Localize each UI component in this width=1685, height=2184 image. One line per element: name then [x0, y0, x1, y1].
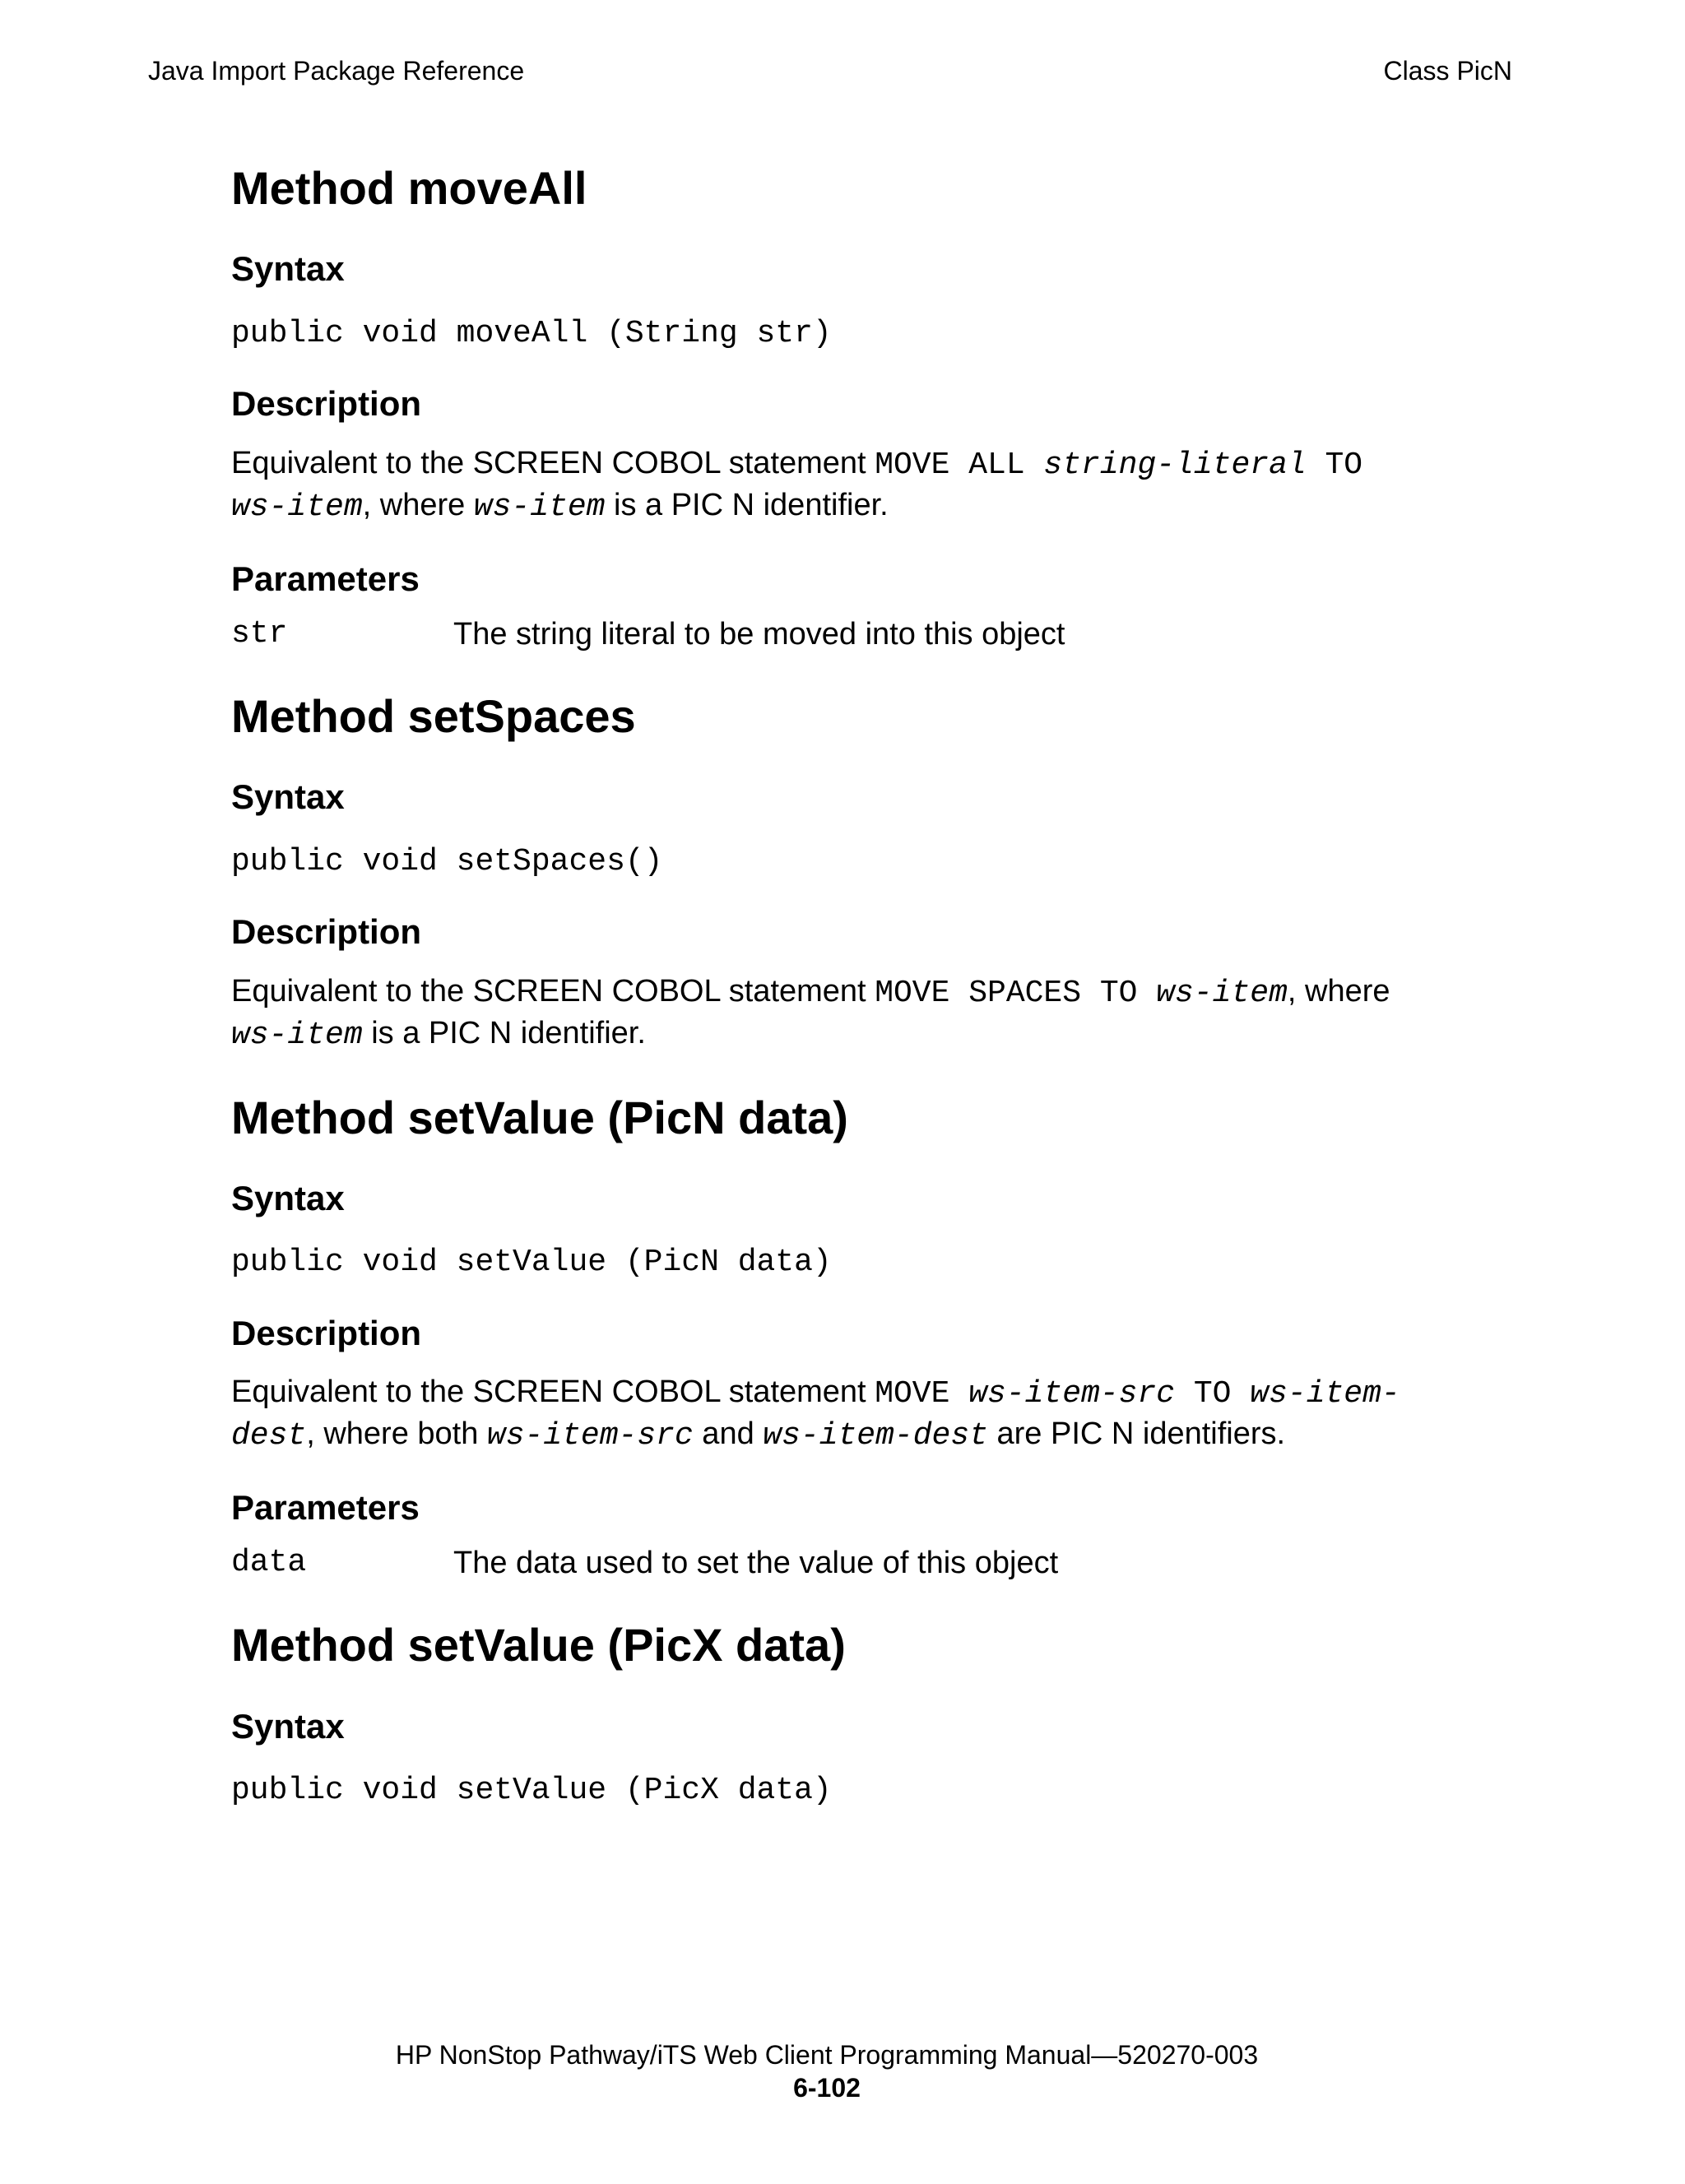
parameter-description: The string literal to be moved into this object	[453, 616, 1065, 651]
syntax-code: public void setValue (PicN data)	[231, 1245, 832, 1281]
description-heading: Description	[231, 384, 422, 424]
description-heading: Description	[231, 1313, 422, 1352]
parameter-row	[231, 614, 1515, 654]
parameter-description: The data used to set the value of this object	[453, 1546, 1059, 1581]
parameter-row	[231, 1543, 1515, 1583]
page-content	[231, 160, 1515, 1810]
page-number: 6-102	[793, 2073, 861, 2103]
method-title: Method setSpaces	[231, 689, 636, 742]
method-setvalue-picn-section	[231, 1090, 1515, 1584]
parameters-heading: Parameters	[231, 1488, 420, 1528]
description-text: Equivalent to the SCREEN COBOL statement MOVE SPACES TO ws-item, where ws-item is a PIC N identifier.	[231, 973, 1390, 1053]
parameters-heading: Parameters	[231, 559, 420, 598]
syntax-code: public void setSpaces()	[231, 843, 663, 879]
syntax-code: public void moveAll (String str)	[231, 315, 832, 351]
description-text: Equivalent to the SCREEN COBOL statement MOVE ALL string-literal TO ws-item, where ws-item is a PIC N identifier.	[231, 445, 1363, 525]
header-right: Class PicN	[1383, 56, 1512, 86]
syntax-code: public void setValue (PicX data)	[231, 1773, 832, 1809]
method-title: Method setValue (PicN data)	[231, 1091, 848, 1143]
syntax-heading: Syntax	[231, 249, 345, 289]
page-footer	[0, 2038, 1654, 2104]
description-text: Equivalent to the SCREEN COBOL statement MOVE ws-item-src TO ws-item- dest, where both ws-item-src and ws-item-dest are PIC N identifiers.	[231, 1375, 1400, 1454]
parameter-name: str	[231, 615, 288, 651]
method-title: Method setValue (PicX data)	[231, 1619, 846, 1672]
method-title: Method moveAll	[231, 162, 587, 214]
syntax-heading: Syntax	[231, 1178, 345, 1217]
manual-title: HP NonStop Pathway/iTS Web Client Programming Manual—520270-003	[395, 2040, 1259, 2070]
syntax-heading: Syntax	[231, 777, 345, 817]
running-header	[148, 56, 1512, 86]
parameter-name: data	[231, 1545, 307, 1581]
method-moveall-section	[231, 160, 1515, 654]
syntax-heading: Syntax	[231, 1706, 345, 1746]
method-setvalue-picx-section	[231, 1617, 1515, 1809]
header-left: Java Import Package Reference	[148, 56, 525, 86]
description-heading: Description	[231, 912, 422, 952]
method-setspaces-section	[231, 689, 1515, 1055]
